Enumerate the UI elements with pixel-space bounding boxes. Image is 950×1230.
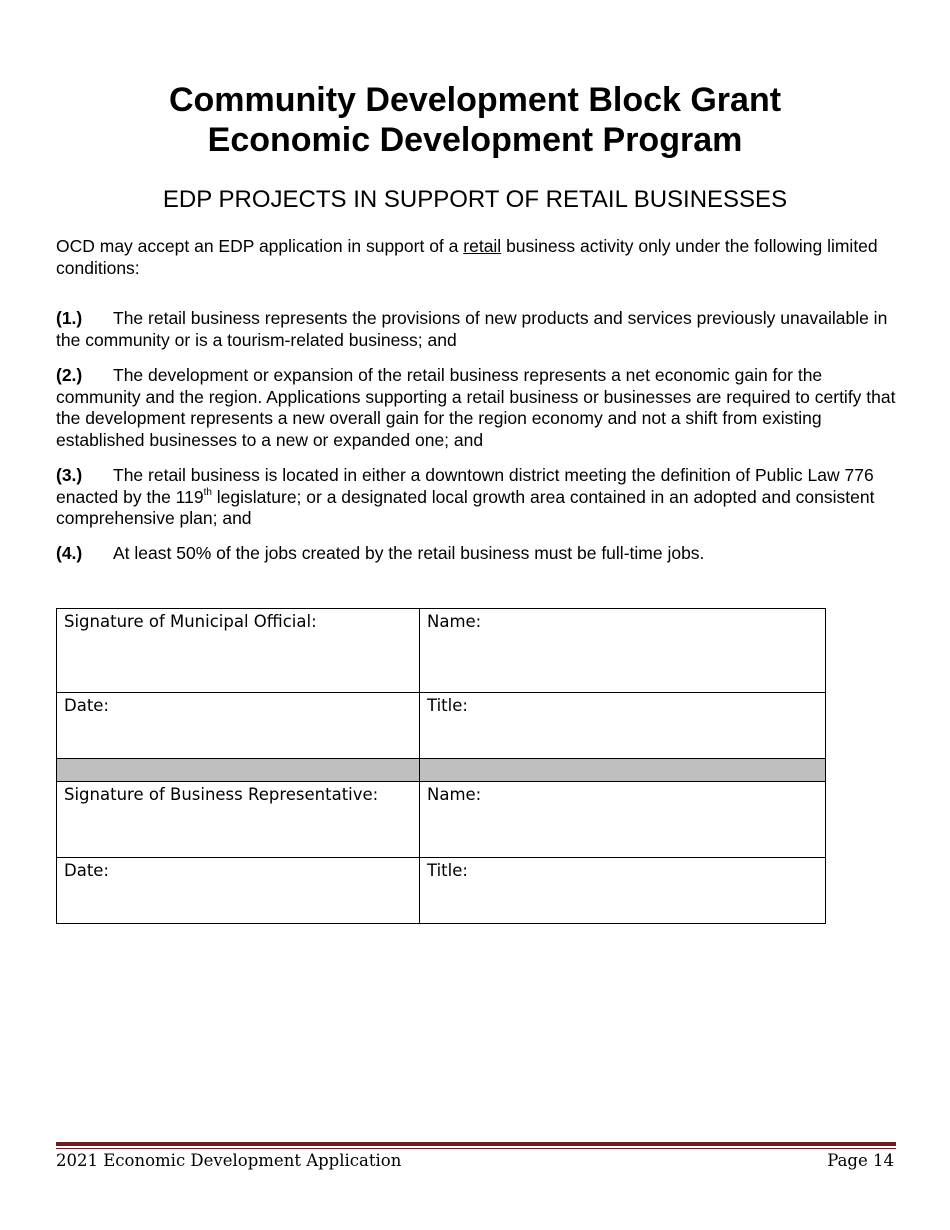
condition-item-3: [56, 465, 901, 530]
field-label: Date:: [64, 861, 109, 880]
intro-text-after: business activity only under the following limited conditions:: [56, 236, 878, 278]
table-row: [57, 858, 826, 924]
section-heading: EDP PROJECTS IN SUPPORT OF RETAIL BUSINESSES: [162, 186, 788, 213]
condition-item-2: [56, 365, 901, 451]
business-title-field[interactable]: [420, 858, 826, 924]
municipal-name-field[interactable]: [420, 609, 826, 693]
table-row: [57, 782, 826, 858]
condition-text: At least 50% of the jobs created by the retail business must be full-time jobs.: [113, 543, 705, 563]
footer-rule-thick: [56, 1142, 896, 1146]
field-label: Signature of Business Representative:: [64, 785, 379, 804]
table-row: [57, 693, 826, 759]
field-label: Name:: [427, 612, 482, 631]
field-label: Title:: [427, 861, 468, 880]
intro-paragraph: [56, 236, 901, 279]
footer-rule-thin: [56, 1148, 896, 1149]
condition-text: The development or expansion of the retail business represents a net economic gain for the community and the region. Applications supporting a retail business or businesses are required to certify that the development represents a new overall gain for the region economy and not a shift from existing established businesses to a new or expanded one; and: [56, 365, 896, 450]
table-separator-row: [57, 759, 826, 782]
separator-cell: [57, 759, 420, 782]
table-row: [57, 609, 826, 693]
field-label: Title:: [427, 696, 468, 715]
title-line-1: Community Development Block Grant: [168, 81, 782, 119]
field-label: Name:: [427, 785, 482, 804]
municipal-signature-field[interactable]: [57, 609, 420, 693]
footer-page-number: Page 14: [827, 1151, 894, 1170]
document-title: [0, 80, 950, 160]
condition-item-4: [56, 543, 901, 565]
condition-text: The retail business represents the provisions of new products and services previously unavailable in the community or is a tourism-related business; and: [56, 308, 888, 350]
ordinal-suffix: th: [203, 486, 212, 498]
business-name-field[interactable]: [420, 782, 826, 858]
municipal-date-field[interactable]: [57, 693, 420, 759]
condition-number: (1.): [56, 308, 83, 328]
footer-document-name: 2021 Economic Development Application: [56, 1151, 402, 1170]
signature-table: [56, 608, 826, 924]
intro-text-before: OCD may accept an EDP application in support of a: [56, 236, 464, 256]
separator-cell: [420, 759, 826, 782]
condition-text: The retail business is located in either a downtown district meeting the definition of Public Law 776 enacted by the 119: [56, 465, 874, 507]
business-date-field[interactable]: [57, 858, 420, 924]
condition-text-continued: legislature; or a designated local growth area contained in an adopted and consistent comprehensive plan; and: [56, 486, 875, 528]
municipal-title-field[interactable]: [420, 693, 826, 759]
intro-underlined-word: retail: [463, 236, 502, 256]
condition-number: (4.): [56, 543, 83, 563]
field-label: Date:: [64, 696, 109, 715]
condition-number: (3.): [56, 465, 83, 485]
field-label: Signature of Municipal Official:: [64, 612, 317, 631]
condition-item-1: [56, 308, 901, 351]
condition-number: (2.): [56, 365, 83, 385]
title-line-2: Economic Development Program: [207, 121, 743, 159]
business-signature-field[interactable]: [57, 782, 420, 858]
